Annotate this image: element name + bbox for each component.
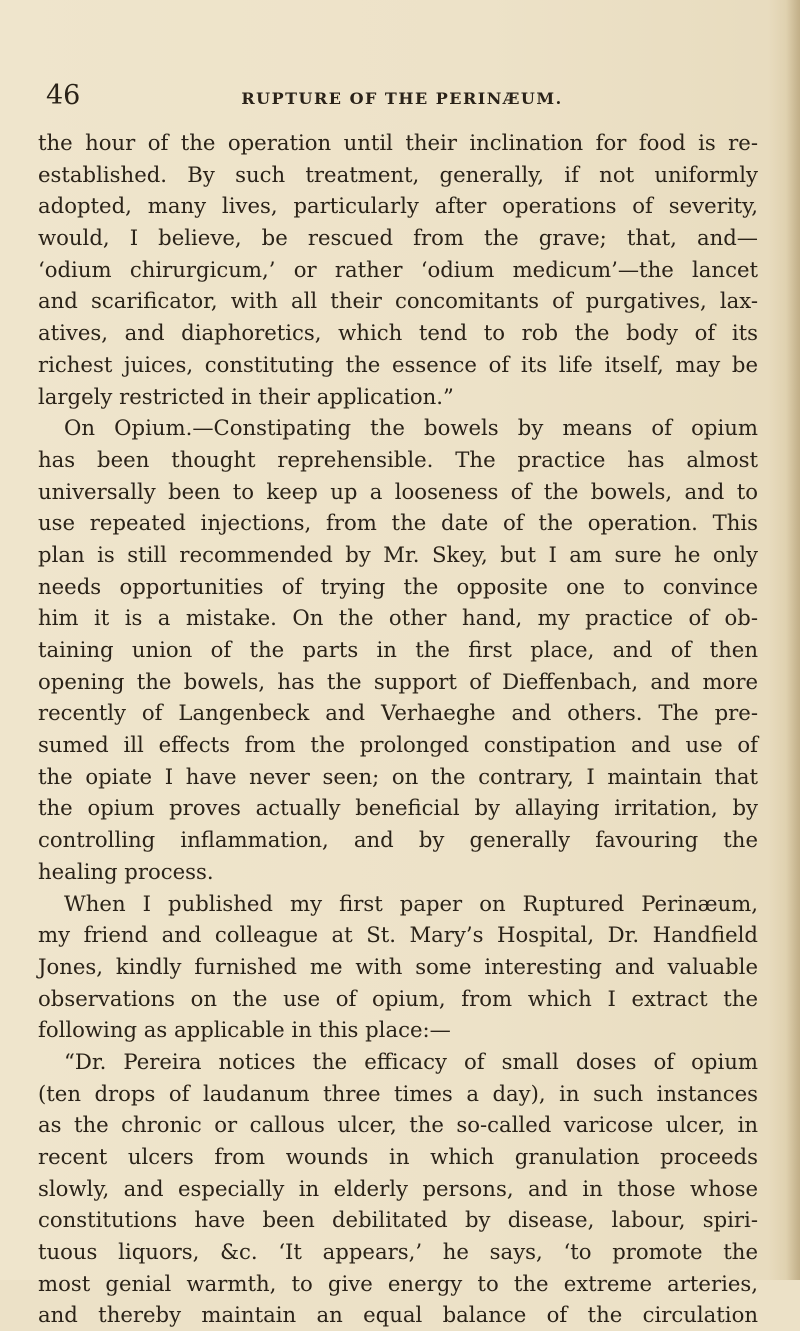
- text-line: following as applicable in this place:—: [38, 1017, 451, 1043]
- running-head: RUPTURE OF THE PERINÆUM.: [241, 89, 563, 108]
- text-line: him it is a mistake. On the other hand, my practice of ob-: [38, 605, 758, 631]
- text-line: controlling inflammation, and by generally favouring the: [38, 827, 758, 853]
- text-line: as the chronic or callous ulcer, the so-called varicose ulcer, in: [38, 1112, 758, 1138]
- text-line: taining union of the parts in the first place, and of then: [38, 637, 758, 662]
- text-line: use repeated injections, from the date of the operation. This: [38, 510, 758, 536]
- text-line: has been thought reprehensible. The practice has almost: [38, 446, 758, 472]
- text-line: adopted, many lives, particularly after operations of severity,: [38, 193, 758, 219]
- text-line: On Opium.—Constipating the bowels by means of opium: [64, 415, 758, 441]
- text-line: Jones, kindly furnished me with some interesting and valuable: [38, 953, 758, 979]
- text-line: slowly, and especially in elderly persons, and in those whose: [38, 1175, 758, 1201]
- page-number: 46: [46, 80, 81, 111]
- text-line: When I published my first paper on Ruptured Perinæum,: [64, 890, 758, 916]
- text-line: richest juices, constituting the essence of its life itself, may be: [38, 351, 758, 377]
- text-line: atives, and diaphoretics, which tend to rob the body of its: [38, 320, 758, 346]
- text-line: and thereby maintain an equal balance of the circulation: [38, 1302, 758, 1328]
- text-line: the opium proves actually beneficial by allaying irritation, by: [38, 795, 758, 821]
- text-line: opening the bowels, has the support of Dieffenbach, and more: [38, 668, 758, 694]
- text-line: observations on the use of opium, from which I extract the: [38, 985, 758, 1011]
- paragraph-on-opium: [38, 412, 758, 887]
- text-line: tuous liquors, &c. ‘It appears,’ he says, ‘to promote the: [38, 1239, 758, 1265]
- paragraph-continuation: [38, 127, 758, 412]
- text-line: established. By such treatment, generally, if not uniformly: [38, 161, 758, 187]
- text-line: plan is still recommended by Mr. Skey, but I am sure he only: [38, 541, 758, 567]
- text-line: the opiate I have never seen; on the contrary, I maintain that: [38, 763, 758, 789]
- text-line: the hour of the operation until their inclination for food is re-: [38, 130, 758, 155]
- page-edge-shadow: [786, 0, 800, 1280]
- text-line: healing process.: [38, 858, 214, 884]
- text-line: most genial warmth, to give energy to the extreme arteries,: [38, 1270, 758, 1296]
- text-line: recently of Langenbeck and Verhaeghe and others. The pre-: [38, 700, 758, 726]
- text-line: constitutions have been debilitated by disease, labour, spiri-: [38, 1207, 758, 1233]
- page-header: [46, 80, 758, 116]
- text-line: sumed ill effects from the prolonged constipation and use of: [38, 732, 758, 758]
- text-line: needs opportunities of trying the opposite one to convince: [38, 573, 758, 599]
- text-line: ‘odium chirurgicum,’ or rather ‘odium medicum’—the lancet: [38, 256, 758, 282]
- text-line: and scarificator, with all their concomitants of purgatives, lax-: [38, 288, 758, 314]
- paragraph-pereira-quote: [38, 1046, 758, 1331]
- paragraph-handfield-jones: [38, 888, 758, 1046]
- text-line: my friend and colleague at St. Mary’s Hospital, Dr. Handfield: [38, 922, 758, 948]
- text-line: would, I believe, be rescued from the grave; that, and—: [38, 225, 758, 251]
- body-text: [38, 127, 758, 1331]
- text-line: (ten drops of laudanum three times a day), in such instances: [38, 1080, 758, 1106]
- text-line: “Dr. Pereira notices the efficacy of small doses of opium: [64, 1048, 758, 1074]
- text-line: largely restricted in their application.”: [38, 383, 454, 409]
- text-line: recent ulcers from wounds in which granulation proceeds: [38, 1144, 758, 1169]
- text-line: universally been to keep up a looseness of the bowels, and to: [38, 478, 758, 504]
